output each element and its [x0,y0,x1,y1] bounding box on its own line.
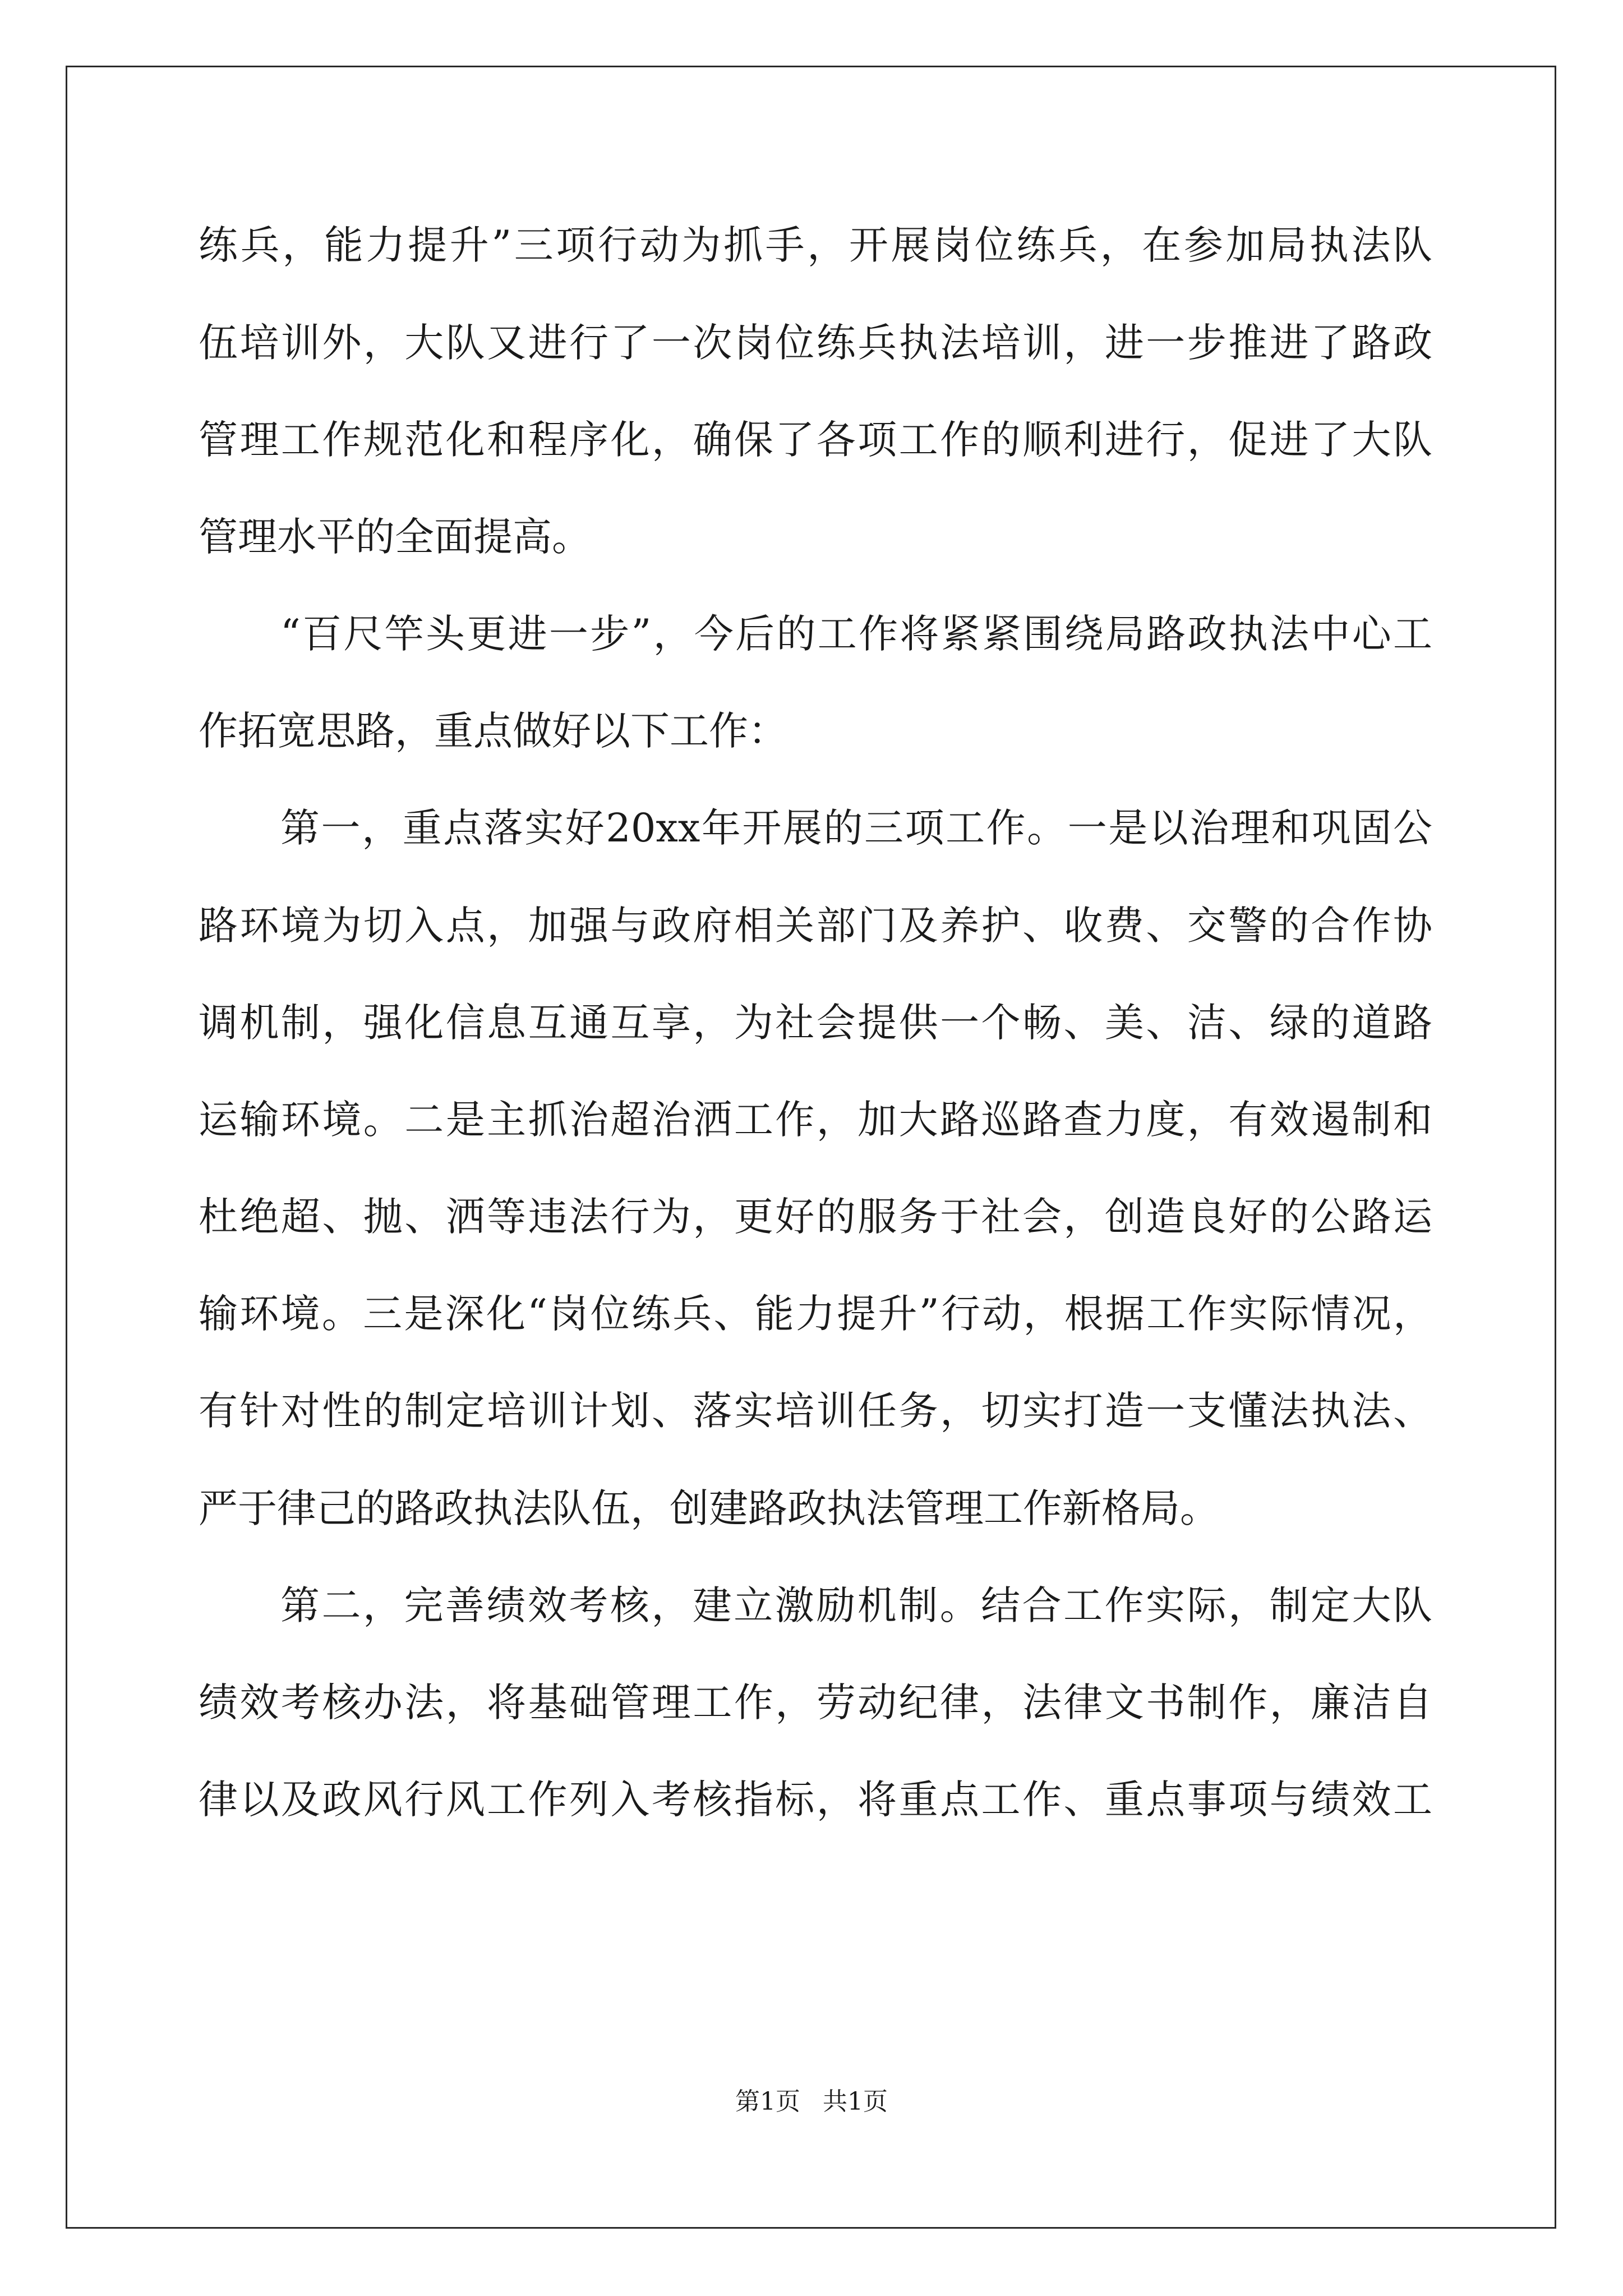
page-total: 共1页 [823,2087,888,2116]
text-line: 第一，重点落实好20xx年开展的三项工作。一是以治理和巩固公 [280,805,1432,851]
text-line: 有针对性的制定培训计划、落实培训任务，切实打造一支懂法执法、 [199,1388,1432,1434]
text-line: 律以及政风行风工作列入考核指标，将重点工作、重点事项与绩效工 [199,1777,1432,1823]
page-footer [0,2085,1623,2119]
text-line: 练兵，能力提升”三项行动为抓手，开展岗位练兵，在参加局执法队 [199,222,1432,268]
text-line: 路环境为切入点，加强与政府相关部门及养护、收费、交警的合作协 [199,903,1432,949]
text-line: 调机制，强化信息互通互享，为社会提供一个畅、美、洁、绿的道路 [199,1000,1432,1046]
text-line: 运输环境。二是主抓治超治洒工作，加大路巡路查力度，有效遏制和 [199,1097,1432,1143]
text-line: 绩效考核办法，将基础管理工作，劳动纪律，法律文书制作，廉洁自 [199,1680,1432,1726]
text-line: “百尺竿头更进一步”，今后的工作将紧紧围绕局路政执法中心工 [280,611,1432,657]
text-line: 杜绝超、抛、洒等违法行为，更好的服务于社会，创造良好的公路运 [199,1194,1432,1240]
text-line: 管理工作规范化和程序化，确保了各项工作的顺利进行，促进了大队 [199,417,1432,463]
text-line: 第二，完善绩效考核，建立激励机制。结合工作实际，制定大队 [280,1582,1432,1628]
text-line: 作拓宽思路，重点做好以下工作： [199,708,787,754]
text-line: 伍培训外，大队又进行了一次岗位练兵执法培训，进一步推进了路政 [199,320,1432,366]
text-line: 严于律己的路政执法队伍，创建路政执法管理工作新格局。 [199,1485,1219,1531]
text-line: 管理水平的全面提高。 [199,514,591,560]
page-border [66,66,1556,2229]
page-number: 第1页 [735,2087,800,2116]
text-line: 输环境。三是深化“岗位练兵、能力提升”行动，根据工作实际情况， [199,1291,1432,1337]
